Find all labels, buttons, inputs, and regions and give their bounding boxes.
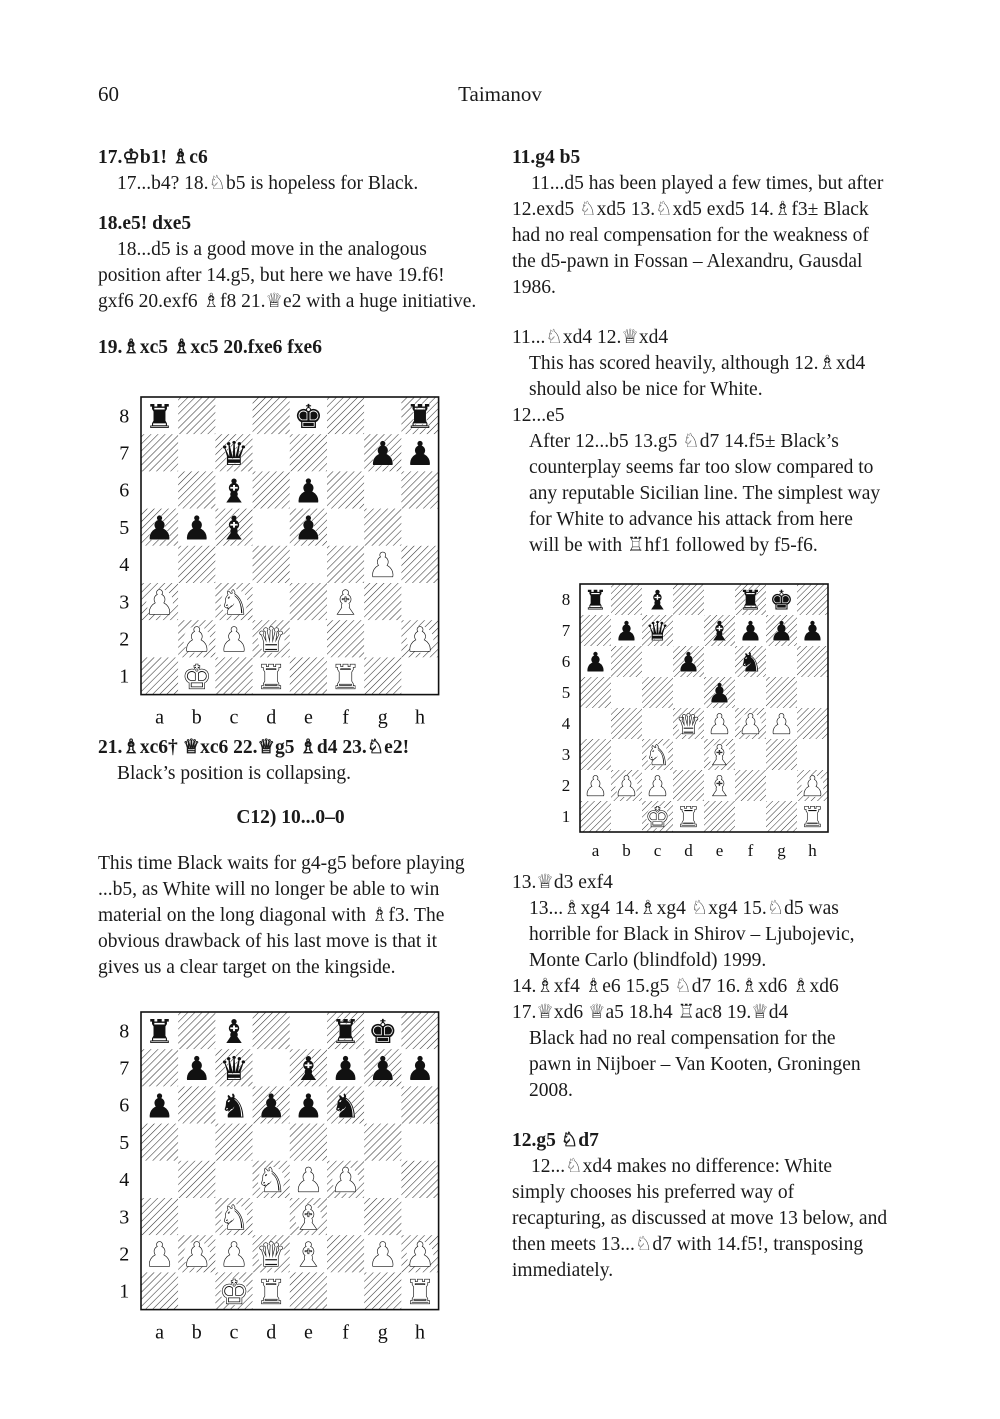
board-square [364, 397, 401, 434]
board-square [215, 546, 252, 583]
board-square [580, 615, 611, 646]
board-square [141, 1272, 178, 1309]
move-heading: 11.g4 b5 [512, 147, 581, 168]
board-square [290, 434, 327, 471]
board-square [253, 1124, 290, 1161]
board-square [364, 583, 401, 620]
white-knight-icon: ♞ [219, 1197, 249, 1237]
white-pawn-icon: ♟ [405, 1235, 435, 1275]
board-square [178, 1272, 215, 1309]
chess-board-2 [548, 580, 848, 860]
annotation-line: 2008. [529, 1080, 573, 1101]
black-rook-icon: ♜ [405, 396, 435, 436]
board-square [364, 1272, 401, 1309]
black-bishop-icon: ♝ [645, 585, 670, 617]
board-square [290, 1012, 327, 1049]
file-label: b [191, 706, 202, 729]
board-square [141, 546, 178, 583]
body-line: This time Black waits for g4-g5 before playing [98, 853, 465, 874]
black-knight-icon: ♞ [330, 1086, 361, 1126]
white-rook-icon: ♜ [330, 657, 361, 697]
black-bishop-icon: ♝ [219, 1011, 249, 1051]
board-square [364, 1161, 401, 1198]
rank-label: 5 [119, 1131, 130, 1154]
rank-label: 7 [119, 442, 130, 465]
board-square [642, 677, 673, 708]
black-bishop-icon: ♝ [293, 1049, 324, 1089]
board-square [735, 770, 766, 801]
board-square [178, 434, 215, 471]
file-label: d [266, 1321, 277, 1344]
board-square [215, 1161, 252, 1198]
board-square [178, 1198, 215, 1235]
board-square [364, 657, 401, 694]
file-label: a [155, 706, 165, 729]
white-king-icon: ♚ [219, 1272, 249, 1312]
board-square [327, 509, 364, 546]
black-pawn-icon: ♟ [368, 434, 398, 474]
file-label: f [747, 841, 754, 860]
file-label: e [715, 841, 724, 860]
board-square [401, 1012, 438, 1049]
black-rook-icon: ♜ [144, 1011, 175, 1051]
board-square [797, 584, 828, 615]
board-square [797, 708, 828, 739]
rank-label: 3 [561, 745, 571, 765]
board-square [401, 471, 438, 508]
rank-label: 7 [119, 1057, 130, 1080]
black-pawn-icon: ♟ [293, 1086, 324, 1126]
board-square [215, 397, 252, 434]
left-column-middle [98, 735, 483, 981]
white-pawn-icon: ♟ [182, 1235, 212, 1275]
file-label: c [229, 1321, 239, 1344]
board-square [766, 739, 797, 770]
white-pawn-icon: ♟ [368, 545, 398, 585]
board-square [401, 1198, 438, 1235]
white-king-icon: ♚ [645, 802, 670, 834]
board-square [253, 509, 290, 546]
chess-board-1 [108, 392, 448, 732]
annotation-line: had no real compensation for the weakness of [512, 225, 869, 246]
board-square [611, 708, 642, 739]
black-pawn-icon: ♟ [293, 471, 324, 511]
rank-label: 8 [561, 590, 571, 610]
file-label: g [377, 706, 388, 729]
black-pawn-icon: ♟ [707, 678, 732, 710]
board-square [401, 509, 438, 546]
white-pawn-icon: ♟ [144, 582, 175, 622]
move-line: 13.♕d3 exf4 [512, 872, 613, 893]
black-rook-icon: ♜ [583, 585, 608, 617]
board-square [141, 471, 178, 508]
annotation-line: 12.exd5 ♘xd5 13.♘xd5 exd5 14.♗f3± Black [512, 199, 869, 220]
board-square [253, 397, 290, 434]
board-square [766, 770, 797, 801]
annotation-line: then meets 13...♘d7 with 14.f5!, transposing [512, 1234, 864, 1255]
board-square [253, 1012, 290, 1049]
right-column-top [512, 145, 896, 559]
board-square [673, 739, 704, 770]
board-square [327, 546, 364, 583]
annotation-line: immediately. [512, 1260, 614, 1281]
board-square [327, 397, 364, 434]
black-pawn-icon: ♟ [738, 616, 763, 648]
move-line: 11...♘xd4 12.♕xd4 [512, 327, 669, 348]
board-square [290, 1124, 327, 1161]
white-pawn-icon: ♟ [219, 620, 249, 660]
rank-label: 1 [119, 1280, 130, 1303]
board-square [364, 1124, 401, 1161]
white-pawn-icon: ♟ [707, 709, 732, 741]
board-square [673, 770, 704, 801]
file-label: f [342, 1321, 349, 1344]
board-square [580, 801, 611, 832]
board-square [327, 1198, 364, 1235]
board-square [611, 801, 642, 832]
annotation-line: will be with ♖hf1 followed by f5-f6. [529, 535, 818, 556]
white-queen-icon: ♛ [256, 1235, 286, 1275]
white-pawn-icon: ♟ [144, 1235, 175, 1275]
board-square [253, 1198, 290, 1235]
annotation-line: position after 14.g5, but here we have 19.f6! [98, 265, 445, 286]
board-square [290, 546, 327, 583]
rank-label: 5 [119, 516, 130, 539]
black-pawn-icon: ♟ [256, 1086, 286, 1126]
annotation-line: gxf6 20.exf6 ♗f8 21.♕e2 with a huge initiative. [98, 291, 477, 312]
file-label: h [415, 706, 425, 729]
board-square [327, 1272, 364, 1309]
board-square [327, 1124, 364, 1161]
black-rook-icon: ♜ [144, 396, 175, 436]
annotation-line: any reputable Sicilian line. The simplest way [529, 483, 881, 504]
move-heading: 18.e5! dxe5 [98, 213, 192, 234]
board-square [401, 1124, 438, 1161]
board-square [253, 1049, 290, 1086]
black-rook-icon: ♜ [330, 1011, 361, 1051]
board-square [290, 657, 327, 694]
file-label: g [777, 841, 786, 860]
black-pawn-icon: ♟ [368, 1049, 398, 1089]
white-queen-icon: ♛ [676, 709, 701, 741]
body-line: gives us a clear target on the kingside. [98, 957, 396, 978]
board-square [253, 546, 290, 583]
board-square [141, 1198, 178, 1235]
black-knight-icon: ♞ [219, 1086, 249, 1126]
rank-label: 8 [119, 1020, 130, 1043]
board-square [704, 801, 735, 832]
white-pawn-icon: ♟ [738, 709, 763, 741]
black-king-icon: ♚ [368, 1011, 398, 1051]
board-square [364, 1086, 401, 1123]
white-rook-icon: ♜ [800, 802, 825, 834]
file-label: e [303, 1321, 313, 1344]
board-square [141, 1161, 178, 1198]
file-label: a [591, 841, 600, 860]
black-queen-icon: ♛ [645, 616, 670, 648]
board-square [364, 471, 401, 508]
move-line: 12...e5 [512, 405, 565, 426]
file-label: c [653, 841, 662, 860]
white-knight-icon: ♞ [645, 740, 670, 772]
move-heading: 19.♗xc5 ♗xc5 20.fxe6 fxe6 [98, 337, 322, 358]
board-square [401, 1086, 438, 1123]
file-label: b [191, 1321, 202, 1344]
black-pawn-icon: ♟ [330, 1049, 361, 1089]
annotation-line: Monte Carlo (blindfold) 1999. [529, 950, 767, 971]
black-pawn-icon: ♟ [144, 1086, 175, 1126]
annotation-line: counterplay seems far too slow compared to [529, 457, 874, 478]
file-label: e [303, 706, 313, 729]
black-pawn-icon: ♟ [800, 616, 825, 648]
running-title: Taimanov [458, 82, 542, 106]
black-king-icon: ♚ [769, 585, 794, 617]
rank-label: 4 [119, 1169, 130, 1192]
board-square [215, 1124, 252, 1161]
board-square [141, 657, 178, 694]
board-square [290, 583, 327, 620]
board-square [735, 801, 766, 832]
white-knight-icon: ♞ [256, 1160, 286, 1200]
board-square [141, 1124, 178, 1161]
annotation-line: 12...♘xd4 makes no difference: White [531, 1156, 833, 1177]
board-square [401, 546, 438, 583]
board-square [642, 646, 673, 677]
board-square [178, 583, 215, 620]
file-label: h [415, 1321, 425, 1344]
rank-label: 2 [119, 1243, 130, 1266]
move-heading: 17.♔b1! ♗c6 [98, 147, 208, 168]
white-pawn-icon: ♟ [368, 1235, 398, 1275]
board-square [178, 471, 215, 508]
board-square [580, 708, 611, 739]
black-pawn-icon: ♟ [144, 508, 175, 548]
file-label: g [377, 1321, 388, 1344]
board-square [327, 434, 364, 471]
board-square [704, 646, 735, 677]
board-square [364, 620, 401, 657]
annotation-line: 18...d5 is a good move in the analogous [117, 239, 427, 260]
annotation-line: pawn in Nijboer – Van Kooten, Groningen [529, 1054, 861, 1075]
board-square [401, 657, 438, 694]
white-rook-icon: ♜ [405, 1272, 435, 1312]
board-square [580, 677, 611, 708]
annotation-line: recapturing, as discussed at move 13 below, and [512, 1208, 888, 1229]
annotation-line: After 12...b5 13.g5 ♘d7 14.f5± Black’s [529, 431, 839, 452]
board-square [178, 546, 215, 583]
annotation: 17...b4? 18.♘b5 is hopeless for Black. [117, 173, 419, 194]
board-square [327, 471, 364, 508]
rank-label: 2 [119, 628, 130, 651]
board-square [611, 646, 642, 677]
move-heading: 21.♗xc6† ♕xc6 22.♕g5 ♗d4 23.♘e2! [98, 737, 410, 758]
board-square [611, 584, 642, 615]
board-square [253, 471, 290, 508]
rank-label: 2 [561, 776, 571, 796]
white-pawn-icon: ♟ [769, 709, 794, 741]
black-knight-icon: ♞ [738, 647, 763, 679]
board-square [797, 739, 828, 770]
white-pawn-icon: ♟ [293, 1160, 324, 1200]
board-square [673, 615, 704, 646]
board-square [327, 620, 364, 657]
white-pawn-icon: ♟ [645, 771, 670, 803]
white-pawn-icon: ♟ [614, 771, 639, 803]
board-square [797, 677, 828, 708]
annotation-line: horrible for Black in Shirov – Ljubojevic, [529, 924, 855, 945]
black-pawn-icon: ♟ [769, 616, 794, 648]
left-column-top [98, 145, 483, 361]
rank-label: 7 [561, 621, 571, 641]
white-rook-icon: ♜ [676, 802, 701, 834]
file-label: c [229, 706, 239, 729]
black-queen-icon: ♛ [219, 1049, 249, 1089]
board-square [580, 739, 611, 770]
white-rook-icon: ♜ [256, 1272, 286, 1312]
board-square [673, 677, 704, 708]
annotation-line: This has scored heavily, although 12.♗xd4 [529, 353, 866, 374]
white-pawn-icon: ♟ [405, 620, 435, 660]
white-rook-icon: ♜ [256, 657, 286, 697]
black-pawn-icon: ♟ [182, 1049, 212, 1089]
file-label: f [342, 706, 349, 729]
board-square [141, 1049, 178, 1086]
black-pawn-icon: ♟ [405, 1049, 435, 1089]
rank-label: 1 [119, 665, 130, 688]
black-bishop-icon: ♝ [219, 508, 249, 548]
board-square [766, 801, 797, 832]
board-square [178, 1086, 215, 1123]
board-square [401, 583, 438, 620]
board-square [178, 1161, 215, 1198]
rank-label: 3 [119, 591, 130, 614]
annotation-line: should also be nice for White. [529, 379, 763, 400]
black-queen-icon: ♛ [219, 434, 249, 474]
board-square [141, 434, 178, 471]
move-line: 14.♗xf4 ♗e6 15.g5 ♘d7 16.♗xd6 ♗xd6 [512, 976, 839, 997]
annotation-line: 1986. [512, 277, 556, 298]
board-square [704, 584, 735, 615]
board-square [611, 677, 642, 708]
board-square [735, 739, 766, 770]
rank-label: 1 [561, 807, 571, 827]
rank-label: 6 [119, 479, 130, 502]
white-bishop-icon: ♝ [707, 740, 732, 772]
rank-label: 6 [561, 652, 571, 672]
board-square [290, 620, 327, 657]
body-line: ...b5, as White will no longer be able to win [98, 879, 440, 900]
black-pawn-icon: ♟ [614, 616, 639, 648]
white-queen-icon: ♛ [256, 620, 286, 660]
white-bishop-icon: ♝ [707, 771, 732, 803]
board-square [766, 677, 797, 708]
black-pawn-icon: ♟ [405, 434, 435, 474]
board-square [364, 1198, 401, 1235]
move-heading: 12.g5 ♘d7 [512, 1130, 599, 1151]
annotation-line: for White to advance his attack from here [529, 509, 853, 530]
annotation-line: the d5-pawn in Fossan – Alexandru, Gausdal [512, 251, 863, 272]
board-square [253, 583, 290, 620]
annotation-line: 13...♗xg4 14.♗xg4 ♘xg4 15.♘d5 was [529, 898, 839, 919]
board-square [642, 708, 673, 739]
board-square [364, 509, 401, 546]
white-pawn-icon: ♟ [330, 1160, 361, 1200]
file-label: d [266, 706, 277, 729]
board-square [178, 1012, 215, 1049]
page-number: 60 [98, 82, 119, 106]
annotation: Black’s position is collapsing. [117, 763, 351, 784]
white-pawn-icon: ♟ [219, 1235, 249, 1275]
black-pawn-icon: ♟ [676, 647, 701, 679]
rank-label: 8 [119, 405, 130, 428]
board-square [673, 584, 704, 615]
rank-label: 5 [561, 683, 571, 703]
file-label: b [622, 841, 631, 860]
annotation-line: 11...d5 has been played a few times, but after [531, 173, 884, 194]
move-line: 17.♕xd6 ♕a5 18.h4 ♖ac8 19.♕d4 [512, 1002, 789, 1023]
board-square [766, 646, 797, 677]
white-bishop-icon: ♝ [293, 1197, 324, 1237]
rank-label: 6 [119, 1094, 130, 1117]
black-pawn-icon: ♟ [293, 508, 324, 548]
black-bishop-icon: ♝ [219, 471, 249, 511]
board-square [401, 1161, 438, 1198]
annotation-line: simply chooses his preferred way of [512, 1182, 795, 1203]
board-square [215, 657, 252, 694]
black-rook-icon: ♜ [738, 585, 763, 617]
rank-label: 4 [119, 554, 130, 577]
body-line: obvious drawback of his last move is that it [98, 931, 438, 952]
board-square [290, 1272, 327, 1309]
board-square [178, 1124, 215, 1161]
black-bishop-icon: ♝ [707, 616, 732, 648]
white-bishop-icon: ♝ [330, 582, 361, 622]
white-pawn-icon: ♟ [800, 771, 825, 803]
board-square [735, 677, 766, 708]
black-pawn-icon: ♟ [182, 508, 212, 548]
board-square [611, 739, 642, 770]
white-pawn-icon: ♟ [182, 620, 212, 660]
board-square [178, 397, 215, 434]
annotation-line: Black had no real compensation for the [529, 1028, 836, 1049]
rank-label: 4 [561, 714, 571, 734]
section-heading: C12) 10...0–0 [236, 807, 345, 828]
file-label: h [808, 841, 817, 860]
board-square [253, 434, 290, 471]
white-bishop-icon: ♝ [293, 1235, 324, 1275]
right-column-bottom [512, 870, 896, 1284]
white-pawn-icon: ♟ [583, 771, 608, 803]
board-square [141, 620, 178, 657]
file-label: d [684, 841, 693, 860]
board-square [797, 646, 828, 677]
board-square [327, 1235, 364, 1272]
file-label: a [155, 1321, 165, 1344]
black-king-icon: ♚ [293, 396, 324, 436]
body-line: material on the long diagonal with ♗f3. The [98, 905, 445, 926]
chess-board-3 [108, 1007, 448, 1347]
rank-label: 3 [119, 1206, 130, 1229]
black-pawn-icon: ♟ [583, 647, 608, 679]
white-knight-icon: ♞ [219, 582, 249, 622]
white-king-icon: ♚ [182, 657, 212, 697]
